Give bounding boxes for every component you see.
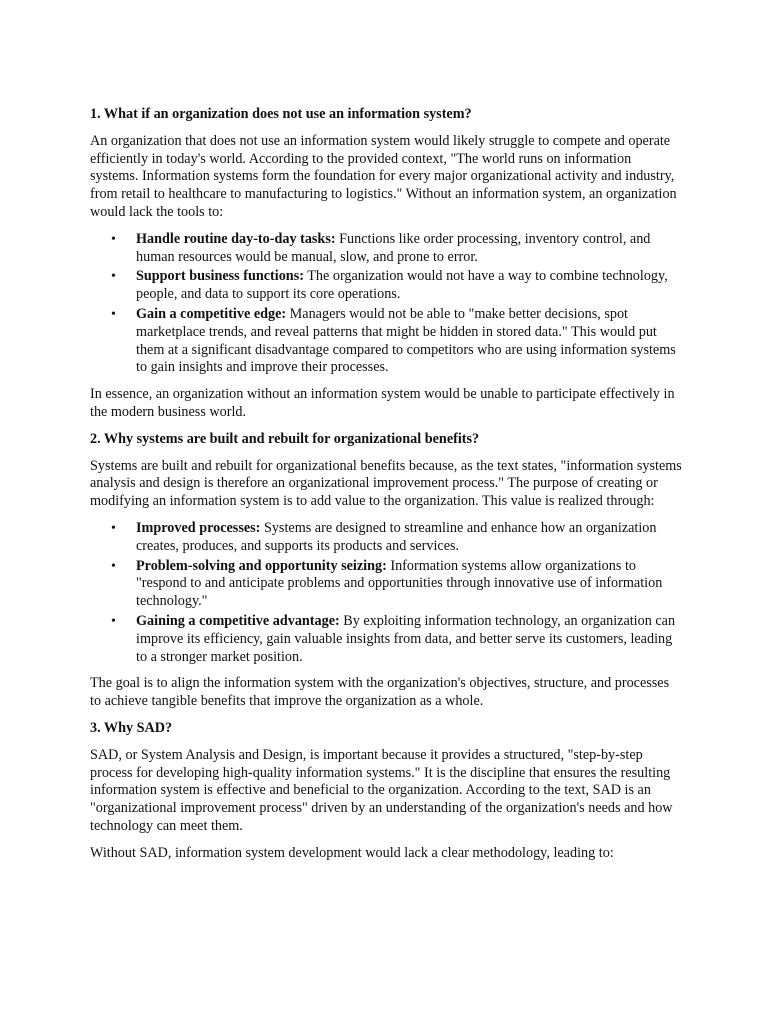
bullet-title: Support business functions: [136,268,304,285]
section-2-heading: 2. Why systems are built and rebuilt for organizational benefits? [90,430,480,447]
list-item [90,231,682,267]
bullet-icon: • [111,520,116,536]
document-page [90,104,682,871]
bullet-title: Handle routine day-to-day tasks: [136,230,336,247]
list-item [90,558,682,611]
bullet-icon: • [111,269,116,285]
section-1-heading: 1. What if an organization does not use an information system? [90,106,472,122]
bullet-text: Systems are designed to streamline and enhance how an organization creates, produces, and supports its products and services. [136,519,657,554]
bullet-title: Gain a competitive edge: [136,305,287,322]
section-1-outro: In essence, an organization without an information system would be unable to participate effectively in the modern business world. [90,386,675,420]
section-2-outro: The goal is to align the information system with the organization's objectives, structure, and processes to achieve tangible benefits that improve the organization as a whole. [90,675,670,710]
bullet-text: Functions like order processing, inventory control, and human resources would be manual, slow, and prone to error. [136,230,651,265]
bullet-icon: • [111,231,116,247]
list-item [90,613,682,666]
list-item [90,268,682,304]
bullet-text: Managers would not be able to "make better decisions, spot marketplace trends, and reveal patterns that might be hidden in stored data." This would put them at a significant disadvantage compared to competitors who are using information systems to gain insights and improve their processes. [136,305,676,376]
bullet-title: Improved processes: [136,519,261,536]
bullet-text: The organization would not have a way to combine technology, people, and data to support its core operations. [136,268,668,303]
list-item [90,306,682,377]
section-2-bullet-list [90,520,682,666]
section-3-heading: 3. Why SAD? [90,719,173,736]
section-2-intro: Systems are built and rebuilt for organizational benefits because, as the text states, "information systems analysis and design is therefore an organizational improvement process." The purpose of creating or modifying an information system is to add value to the organization. This value is realized through: [90,457,682,510]
section-3-intro: SAD, or System Analysis and Design, is important because it provides a structured, "step-by-step process for developing high-quality information systems." It is the discipline that ensures the resulting information system is effective and beneficial to the organization. According to the text, SAD is an "organizational improvement process" driven by an understanding of the organization's needs and how technology can meet them. [90,746,673,834]
section-3-outro: Without SAD, information system development would lack a clear methodology, leading to: [90,844,614,861]
bullet-title: Problem-solving and opportunity seizing: [136,557,387,574]
section-1-intro: An organization that does not use an information system would likely struggle to compete and operate efficiently in today's world. According to the provided context, "The world runs on information systems. Information systems form the foundation for every major organizational activity and industry, from retail to healthcare to manufacturing to logistics." Without an information system, an organization would lack the tools to: [90,132,677,220]
bullet-icon: • [111,306,116,322]
bullet-icon: • [111,558,116,574]
list-item [90,520,682,556]
bullet-icon: • [111,613,116,629]
bullet-text: Information systems allow organizations to "respond to and anticipate problems and opportunities through innovative use of information technology." [136,557,663,610]
bullet-text: By exploiting information technology, an organization can improve its efficiency, gain valuable insights from data, and better serve its customers, leading to a stronger market position. [136,612,676,665]
bullet-title: Gaining a competitive advantage: [136,612,340,629]
section-1-bullet-list [90,231,682,377]
